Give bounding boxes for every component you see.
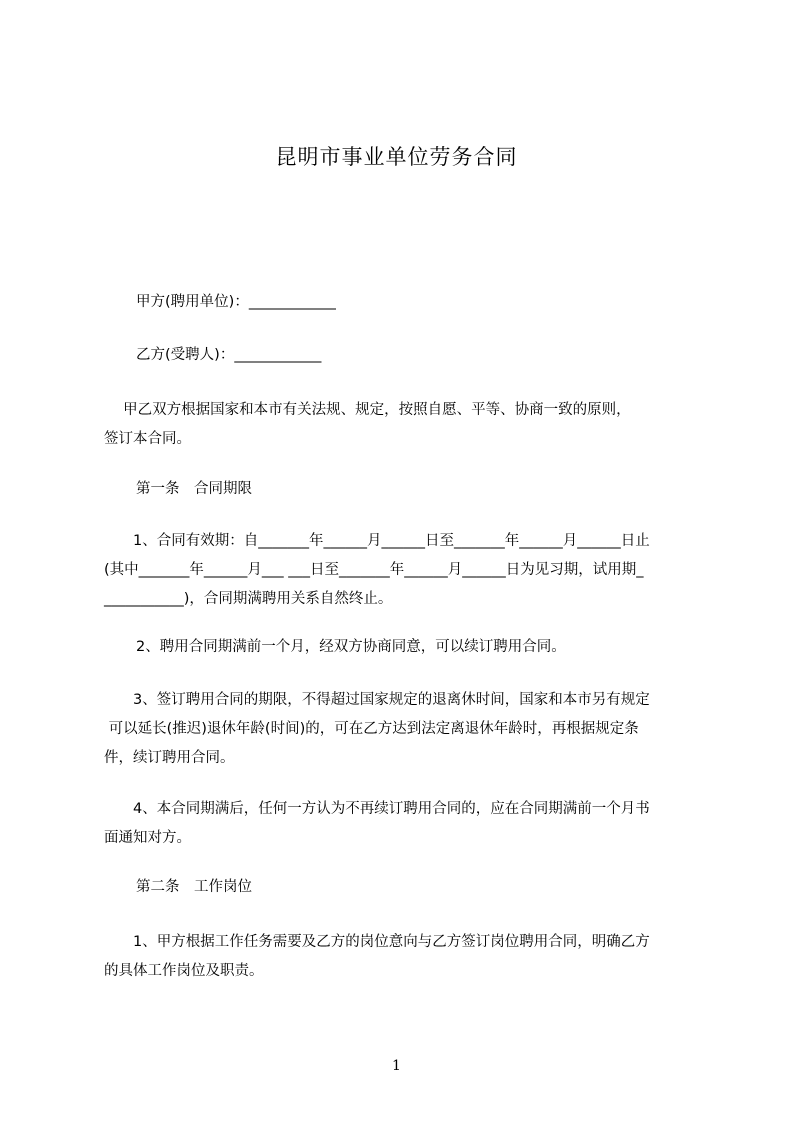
article-1-clause-1: 1、合同有效期：自_______年______月______日至_______年______月______日止 (其中_______年______月___ ___日至_______年______月______日为见习期，试用期_ ___________)，合同期满聘用关系自然终止。: [104, 533, 650, 607]
party-b-line: 乙方(受聘人)：____________: [136, 347, 322, 363]
article-1-heading: 第一条 合同期限: [136, 481, 252, 497]
page-number: 1: [392, 1058, 401, 1074]
article-1-clause-4: 4、本合同期满后，任何一方认为不再续订聘用合同的，应在合同期满前一个月书 面通知对方。: [104, 801, 650, 846]
article-2-heading: 第二条 工作岗位: [136, 879, 252, 895]
intro-paragraph: 甲乙双方根据国家和本市有关法规、规定，按照自愿、平等、协商一致的原则， 签订本合同。: [104, 402, 631, 447]
article-1-clause-2: 2、聘用合同期满前一个月，经双方协商同意，可以续订聘用合同。: [136, 639, 566, 655]
party-a-line: 甲方(聘用单位)：____________: [136, 294, 336, 310]
article-2-clause-1: 1、甲方根据工作任务需要及乙方的岗位意向与乙方签订岗位聘用合同，明确乙方 的具体工作岗位及职责。: [104, 934, 650, 979]
article-1-clause-3: 3、签订聘用合同的期限，不得超过国家规定的退离休时间，国家和本市另有规定 可以延长(推迟)退休年龄(时间)的，可在乙方达到法定离退休年龄时，再根据规定条 件，续订聘用合同。: [104, 692, 650, 766]
document-title: 昆明市事业单位劳务合同: [275, 145, 518, 169]
